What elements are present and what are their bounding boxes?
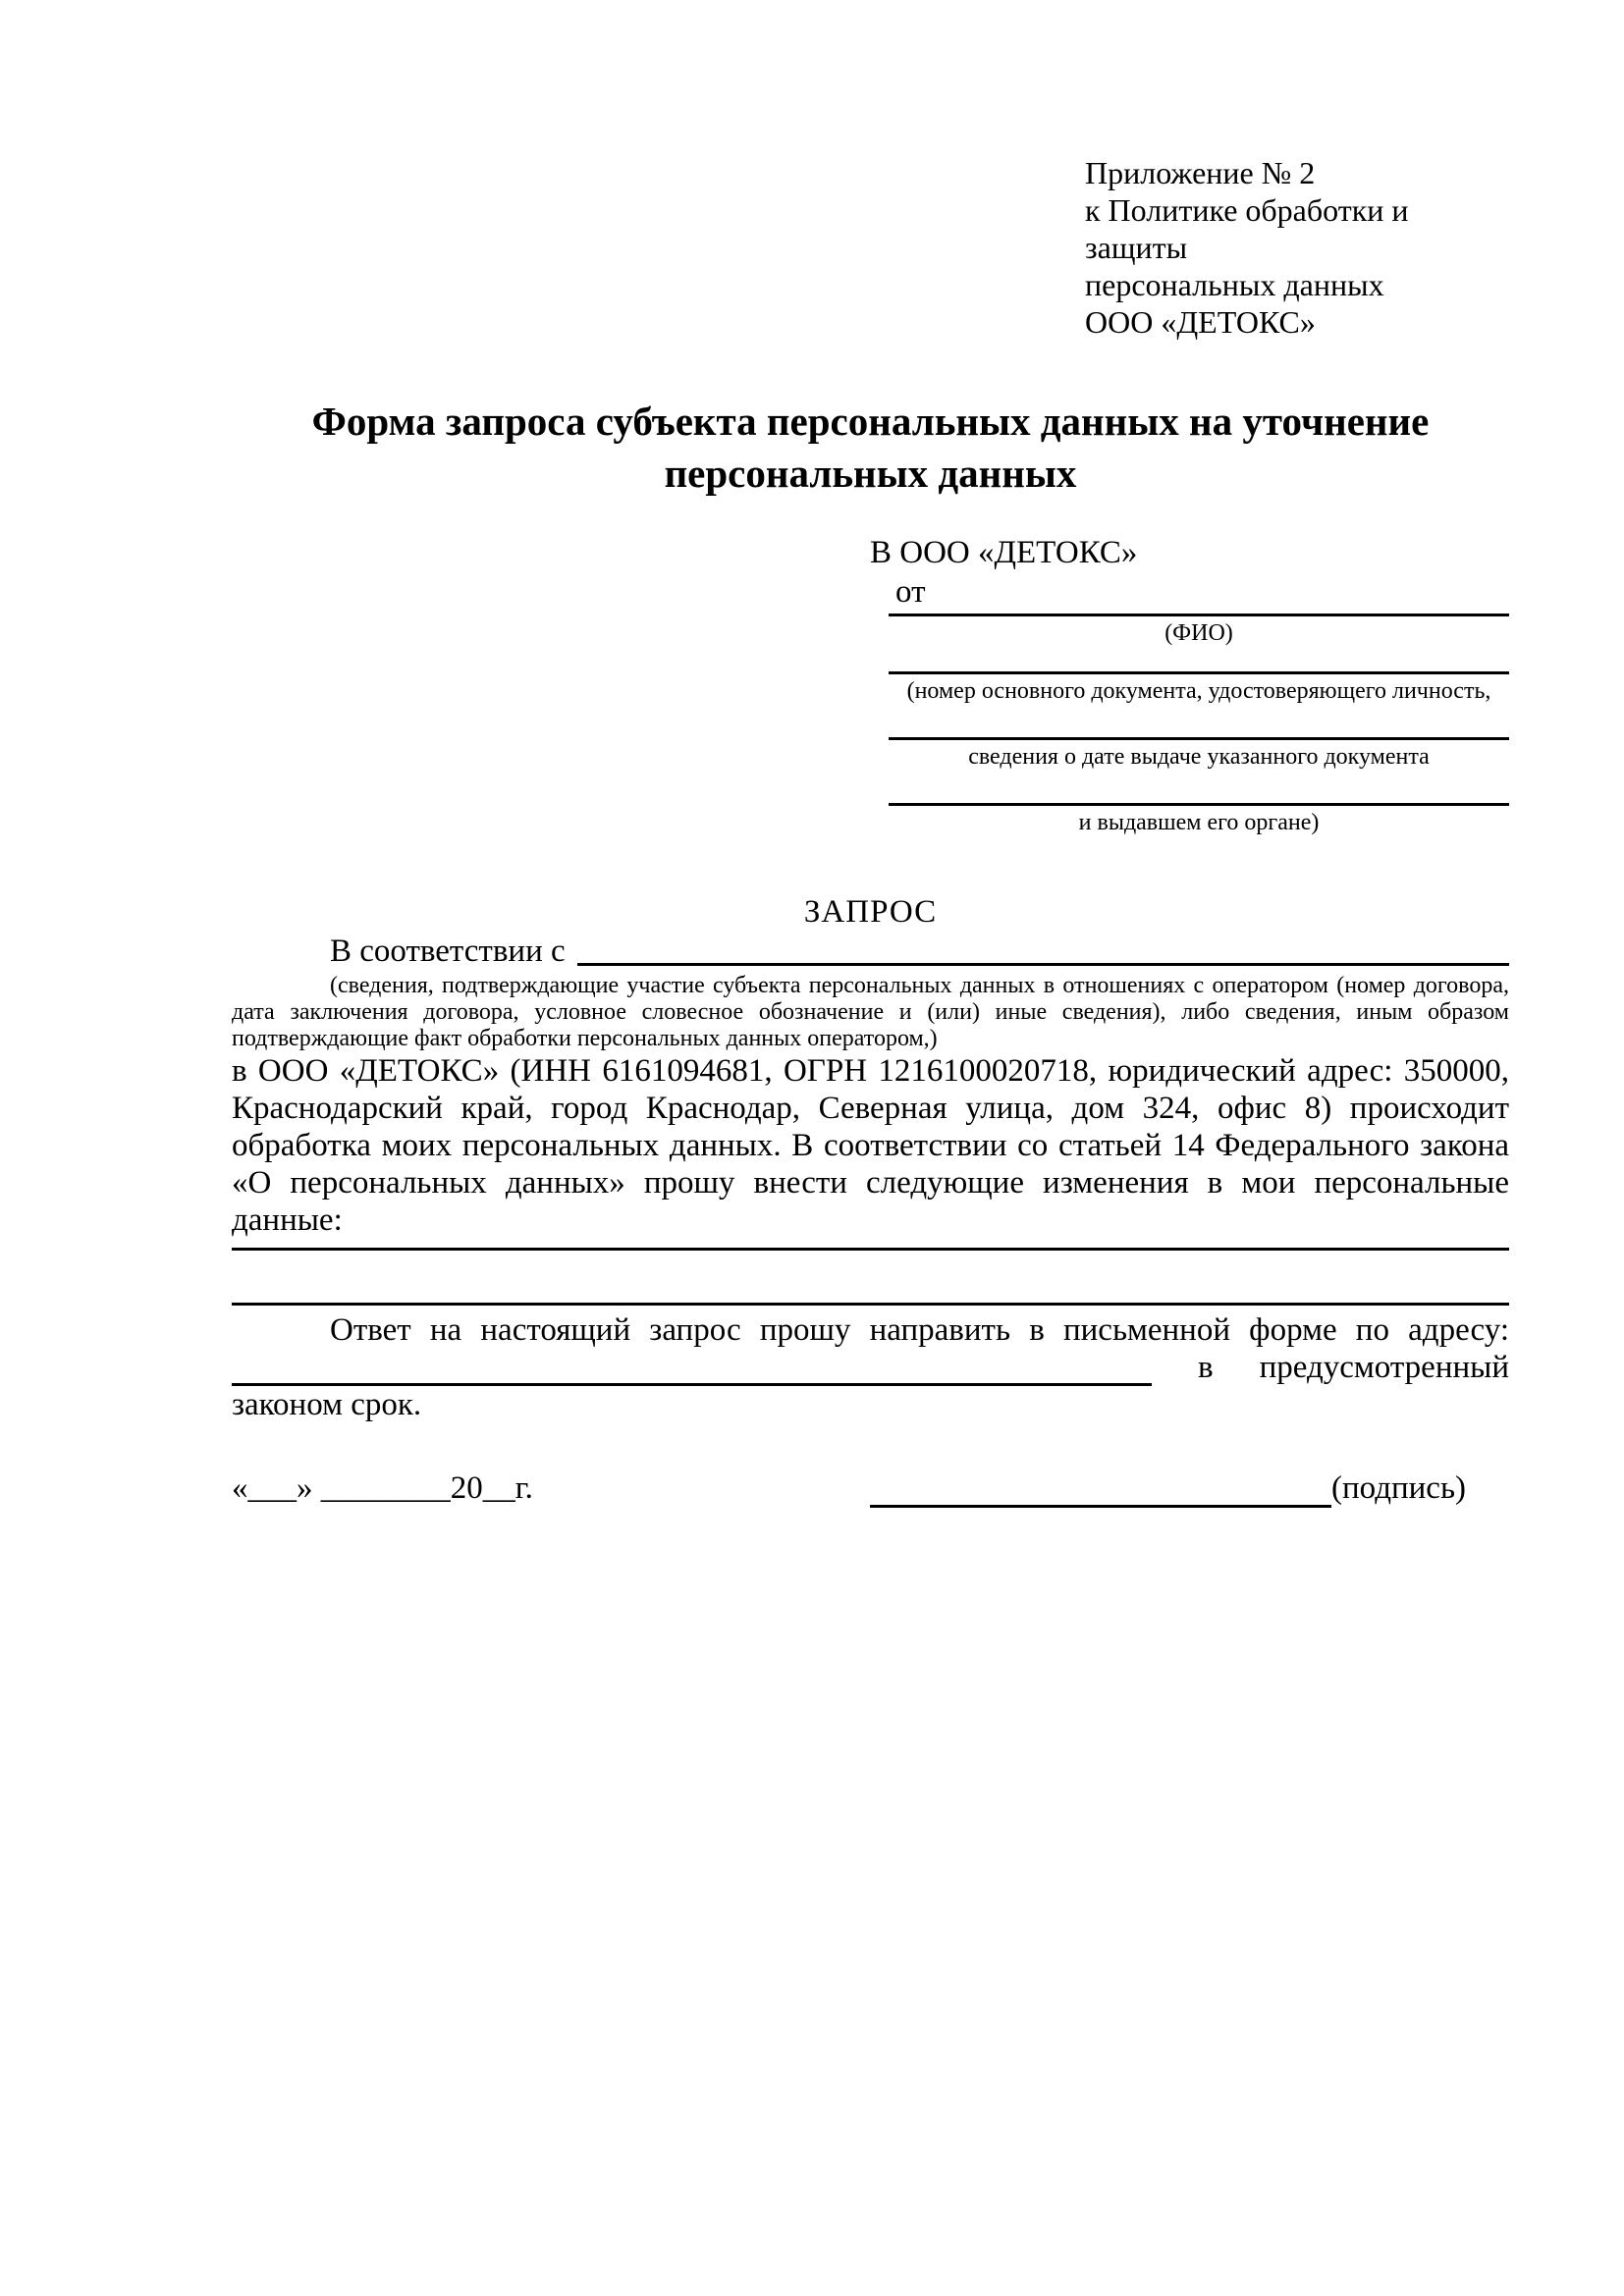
annex-header-line: к Политике обработки и защиты [1085,192,1409,265]
basis-input-line[interactable] [577,932,1509,966]
document-date-field [870,706,1509,772]
signature-input-line[interactable] [870,1475,1331,1508]
fio-caption: (ФИО) [1164,620,1233,646]
fio-field [870,612,1509,648]
request-heading: ЗАПРОС [803,894,938,930]
document-issuer-input-line[interactable] [889,772,1509,806]
answer-address-row [232,1349,1509,1386]
answer-word-end: предусмотренный [1259,1350,1509,1385]
annex-header-line: персональных данных [1085,267,1384,302]
annex-header [1085,154,1509,341]
basis-note: (сведения, подтверждающие участие субъекта персональных данных в отношениях с оператором (номер договора, дата заключения договора, условное словесное обозначение и (или) иные сведения), либо сведения, иным образом подтверждающие факт обработки персональных данных оператором,) [232,973,1509,1051]
document-number-caption: (номер основного документа, удостоверяющего личность, [906,678,1491,704]
document-number-input-line[interactable] [889,648,1509,674]
document-date-input-line[interactable] [889,706,1509,740]
basis-row [232,932,1509,971]
signature-caption: (подпись) [1331,1470,1466,1506]
answer-sentence: Ответ на настоящий запрос прошу направить в письменной форме по адресу: [330,1312,1509,1348]
document-title-line1: Форма запроса субъекта персональных данных на уточнение [311,399,1430,444]
document-issuer-field [870,772,1509,837]
document-number-field [870,648,1509,706]
addressee-from-label: от [895,574,926,610]
changes-input-line-2[interactable] [232,1251,1509,1306]
document-title-line2: персональных данных [664,451,1077,496]
request-body: в ООО «ДЕТОКС» (ИНН 6161094681, ОГРН 1216100020718, юридический адрес: 350000, Краснодарский край, город Краснодар, Северная улица, дом 324, офис 8) происходит обработка моих персональных данных. В соответствии со статьей 14 Федерального закона «О персональных данных» прошу внести следующие изменения в мои персональные данные: [232,1053,1509,1238]
annex-header-line: ООО «ДЕТОКС» [1085,304,1316,340]
answer-word-mid: в [1198,1350,1214,1385]
addressee-block [870,533,1509,837]
basis-prefix: В соответствии с [330,934,566,969]
document-date-caption: сведения о дате выдаче указанного документа [968,744,1430,770]
date-signature-row [232,1468,1509,1508]
addressee-to: В ООО «ДЕТОКС» [870,535,1138,570]
annex-header-line: Приложение № 2 [1085,155,1316,190]
address-input-line[interactable] [232,1354,1152,1386]
document-title [232,396,1509,500]
document-issuer-caption: и выдавшем его органе) [1078,810,1320,835]
date-blank[interactable]: «___» ________20__г. [232,1470,533,1506]
answer-tail: законом срок. [232,1387,422,1422]
signature-group [870,1468,1466,1508]
changes-input-line-1[interactable] [232,1239,1509,1251]
